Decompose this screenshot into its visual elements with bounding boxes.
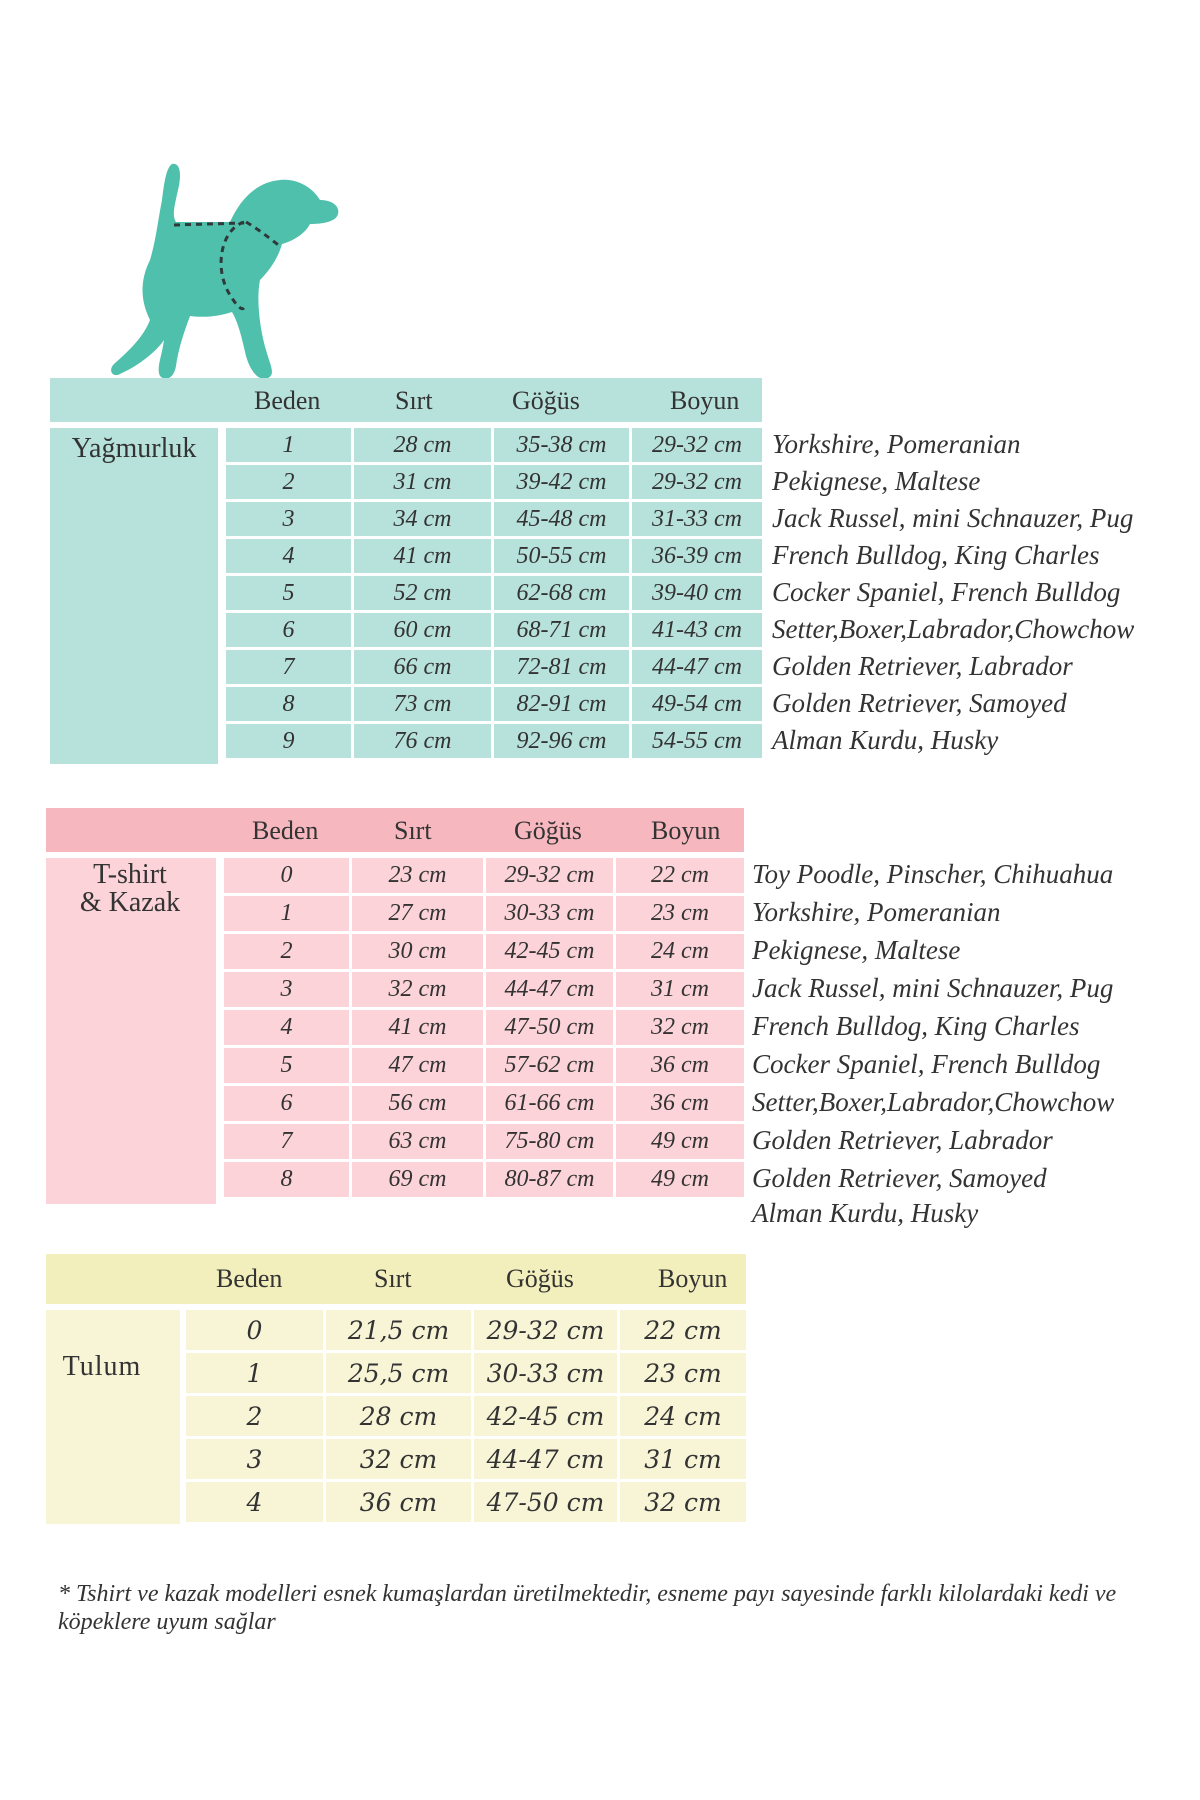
cell-chest: 92-96 cm (494, 724, 632, 758)
breed-list: Setter,Boxer,Labrador,Chowchow (772, 614, 1135, 644)
cell-size: 8 (224, 1162, 352, 1197)
cell-chest: 68-71 cm (494, 613, 632, 647)
cell-size: 1 (226, 428, 354, 462)
tulum-category-label: Tulum (62, 1351, 142, 1382)
cell-chest: 30-33 cm (486, 896, 616, 931)
cell-size: 1 (186, 1353, 326, 1393)
yagmurluk-category-label: Yağmurluk (71, 433, 197, 464)
table-row (226, 650, 762, 684)
table-row (226, 428, 762, 462)
cell-neck: 23 cm (616, 896, 744, 931)
header-neck: Boyun (670, 386, 740, 415)
table-row (224, 972, 744, 1007)
header-neck: Boyun (651, 816, 721, 845)
cell-back: 25,5 cm (326, 1353, 474, 1393)
breed-list: Cocker Spaniel, French Bulldog (752, 1049, 1101, 1079)
cell-back: 66 cm (354, 650, 494, 684)
tulum-header (46, 1254, 746, 1304)
cell-size: 0 (224, 858, 352, 893)
header-chest: Göğüs (506, 1264, 574, 1293)
cell-neck: 22 cm (616, 858, 744, 893)
cell-size: 1 (224, 896, 352, 931)
cell-back: 76 cm (354, 724, 494, 758)
cell-chest: 82-91 cm (494, 687, 632, 721)
table-row (224, 1086, 744, 1121)
cell-back: 27 cm (352, 896, 486, 931)
cell-size: 2 (224, 934, 352, 969)
cell-back: 56 cm (352, 1086, 486, 1121)
tshirt-category-label-1: T-shirt (93, 859, 167, 890)
cell-neck: 24 cm (620, 1396, 746, 1436)
cell-back: 36 cm (326, 1482, 474, 1522)
cell-size: 4 (186, 1482, 326, 1522)
breed-list: Pekignese, Maltese (752, 935, 961, 965)
breed-list: Jack Russel, mini Schnauzer, Pug (772, 503, 1134, 533)
footnote: * Tshirt ve kazak modelleri esnek kumaşlardan üretilmektedir, esneme payı sayesinde farklı kilolardaki kedi ve köpeklere uyum sağlar (58, 1581, 1117, 1635)
breed-list: French Bulldog, King Charles (772, 540, 1100, 570)
cell-back: 28 cm (354, 428, 494, 462)
yagmurluk-table (226, 428, 762, 764)
cell-chest: 72-81 cm (494, 650, 632, 684)
cell-back: 60 cm (354, 613, 494, 647)
cell-chest: 44-47 cm (474, 1439, 620, 1479)
cell-neck: 24 cm (616, 934, 744, 969)
tshirt-category-label-2: & Kazak (79, 887, 181, 918)
tshirt-category-cell (46, 858, 216, 1204)
cell-chest: 45-48 cm (494, 502, 632, 536)
cell-neck: 23 cm (620, 1353, 746, 1393)
cell-back: 47 cm (352, 1048, 486, 1083)
cell-size: 8 (226, 687, 354, 721)
cell-back: 28 cm (326, 1396, 474, 1436)
table-row (226, 465, 762, 499)
header-back: Sırt (374, 1264, 412, 1293)
header-back: Sırt (394, 816, 432, 845)
cell-neck: 31-33 cm (632, 502, 762, 536)
cell-neck: 31 cm (620, 1439, 746, 1479)
breed-list: Cocker Spaniel, French Bulldog (772, 577, 1121, 607)
tulum-table (186, 1310, 746, 1524)
table-row (186, 1353, 746, 1393)
cell-neck: 32 cm (616, 1010, 744, 1045)
cell-back: 32 cm (352, 972, 486, 1007)
cell-chest: 80-87 cm (486, 1162, 616, 1197)
cell-chest: 75-80 cm (486, 1124, 616, 1159)
cell-size: 5 (224, 1048, 352, 1083)
breed-list: Toy Poodle, Pinscher, Chihuahua (752, 859, 1114, 889)
header-chest: Göğüs (512, 386, 580, 415)
cell-neck: 36-39 cm (632, 539, 762, 573)
cell-size: 3 (224, 972, 352, 1007)
cell-size: 3 (226, 502, 354, 536)
cell-back: 32 cm (326, 1439, 474, 1479)
cell-size: 0 (186, 1310, 326, 1350)
cell-size: 6 (224, 1086, 352, 1121)
cell-size: 5 (226, 576, 354, 610)
cell-neck: 29-32 cm (632, 465, 762, 499)
cell-neck: 32 cm (620, 1482, 746, 1522)
breed-list: Golden Retriever, Samoyed (772, 688, 1067, 718)
table-row (226, 502, 762, 536)
cell-chest: 61-66 cm (486, 1086, 616, 1121)
cell-neck: 29-32 cm (632, 428, 762, 462)
table-row (226, 576, 762, 610)
cell-chest: 47-50 cm (474, 1482, 620, 1522)
cell-back: 52 cm (354, 576, 494, 610)
table-row (224, 1162, 744, 1197)
cell-chest: 50-55 cm (494, 539, 632, 573)
cell-chest: 42-45 cm (486, 934, 616, 969)
table-row (224, 896, 744, 931)
table-row (224, 1124, 744, 1159)
cell-size: 6 (226, 613, 354, 647)
cell-neck: 22 cm (620, 1310, 746, 1350)
dog-silhouette-icon (110, 160, 380, 385)
header-size: Beden (216, 1264, 283, 1293)
table-row (226, 687, 762, 721)
cell-chest: 29-32 cm (474, 1310, 620, 1350)
cell-size: 2 (186, 1396, 326, 1436)
header-chest: Göğüs (514, 816, 582, 845)
breed-list: Golden Retriever, Labrador (772, 651, 1073, 681)
cell-neck: 54-55 cm (632, 724, 762, 758)
cell-neck: 49 cm (616, 1162, 744, 1197)
yagmurluk-header (50, 378, 762, 422)
breed-list: Yorkshire, Pomeranian (752, 897, 1001, 927)
cell-chest: 47-50 cm (486, 1010, 616, 1045)
cell-back: 41 cm (354, 539, 494, 573)
cell-neck: 36 cm (616, 1048, 744, 1083)
table-row (224, 1010, 744, 1045)
cell-back: 23 cm (352, 858, 486, 893)
cell-back: 30 cm (352, 934, 486, 969)
cell-back: 34 cm (354, 502, 494, 536)
cell-size: 4 (224, 1010, 352, 1045)
table-row (224, 858, 744, 893)
cell-neck: 31 cm (616, 972, 744, 1007)
cell-neck: 44-47 cm (632, 650, 762, 684)
breed-list: Jack Russel, mini Schnauzer, Pug (752, 973, 1114, 1003)
breed-list: Setter,Boxer,Labrador,Chowchow (752, 1087, 1115, 1117)
cell-chest: 29-32 cm (486, 858, 616, 893)
cell-size: 7 (226, 650, 354, 684)
tshirt-header (46, 808, 744, 852)
tshirt-extra-breed: Alman Kurdu, Husky (752, 1198, 979, 1228)
cell-neck: 36 cm (616, 1086, 744, 1121)
cell-neck: 49-54 cm (632, 687, 762, 721)
yagmurluk-category-cell (50, 428, 218, 764)
cell-chest: 30-33 cm (474, 1353, 620, 1393)
breed-list: Golden Retriever, Labrador (752, 1125, 1053, 1155)
table-row (186, 1439, 746, 1479)
table-row (186, 1482, 746, 1522)
cell-chest: 42-45 cm (474, 1396, 620, 1436)
cell-back: 31 cm (354, 465, 494, 499)
breed-list: French Bulldog, King Charles (752, 1011, 1080, 1041)
cell-size: 2 (226, 465, 354, 499)
table-row (186, 1396, 746, 1436)
cell-back: 73 cm (354, 687, 494, 721)
header-neck: Boyun (658, 1264, 728, 1293)
cell-chest: 62-68 cm (494, 576, 632, 610)
cell-size: 3 (186, 1439, 326, 1479)
table-row (226, 724, 762, 758)
cell-chest: 39-42 cm (494, 465, 632, 499)
cell-chest: 35-38 cm (494, 428, 632, 462)
cell-back: 69 cm (352, 1162, 486, 1197)
breed-list: Pekignese, Maltese (772, 466, 981, 496)
table-row (186, 1310, 746, 1350)
cell-back: 21,5 cm (326, 1310, 474, 1350)
cell-size: 7 (224, 1124, 352, 1159)
tulum-category-cell (46, 1310, 180, 1524)
breed-list: Golden Retriever, Samoyed (752, 1163, 1047, 1193)
cell-neck: 49 cm (616, 1124, 744, 1159)
cell-chest: 57-62 cm (486, 1048, 616, 1083)
cell-size: 4 (226, 539, 354, 573)
header-back: Sırt (395, 386, 433, 415)
cell-size: 9 (226, 724, 354, 758)
cell-chest: 44-47 cm (486, 972, 616, 1007)
cell-back: 41 cm (352, 1010, 486, 1045)
header-size: Beden (252, 816, 319, 845)
table-row (224, 934, 744, 969)
cell-neck: 41-43 cm (632, 613, 762, 647)
breed-list: Alman Kurdu, Husky (772, 725, 999, 755)
cell-neck: 39-40 cm (632, 576, 762, 610)
tshirt-table (224, 858, 744, 1204)
breed-list: Yorkshire, Pomeranian (772, 429, 1021, 459)
table-row (226, 539, 762, 573)
cell-back: 63 cm (352, 1124, 486, 1159)
table-row (224, 1048, 744, 1083)
header-size: Beden (254, 386, 321, 415)
table-row (226, 613, 762, 647)
